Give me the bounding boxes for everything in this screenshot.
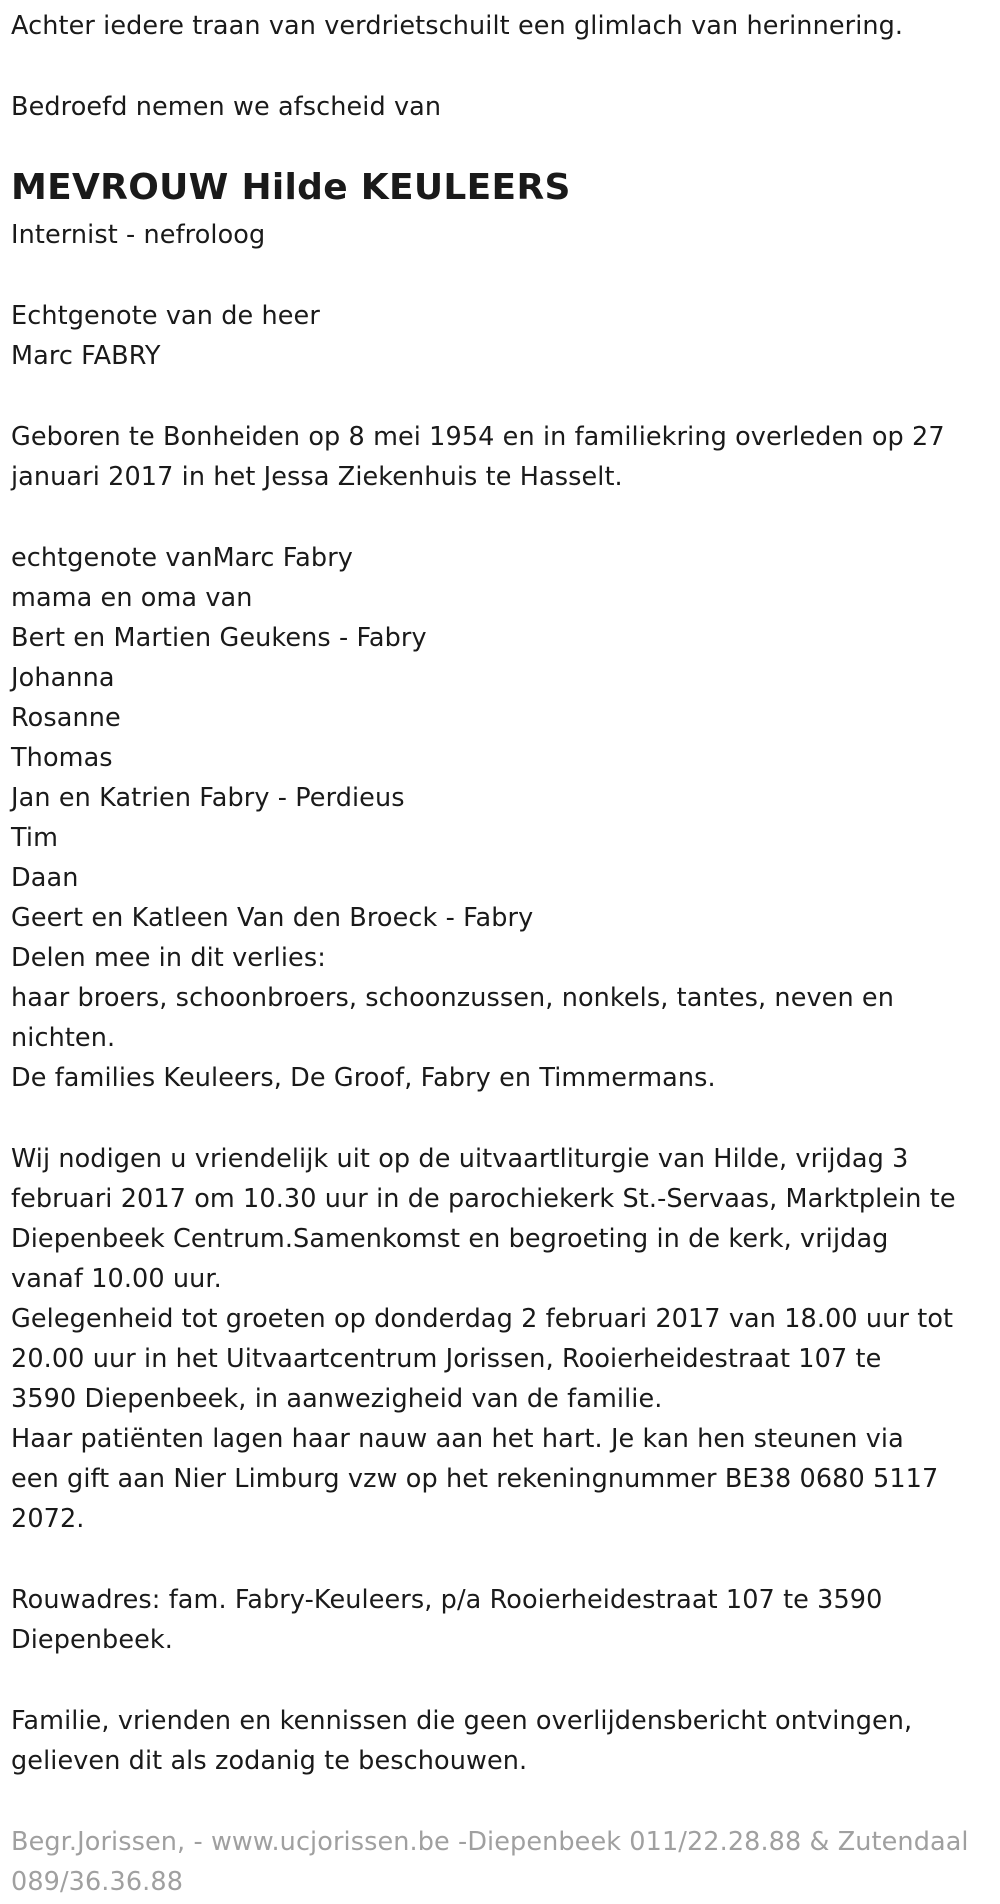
ceremony-line: februari 2017 om 10.30 uur in de parochiekerk St.-Servaas, Marktplein te — [11, 1184, 956, 1214]
ceremony-line: Gelegenheid tot groeten op donderdag 2 februari 2017 van 18.00 uur tot — [11, 1304, 954, 1334]
birth-death-line: januari 2017 in het Jessa Ziekenhuis te Hasselt. — [11, 462, 623, 492]
family-line: haar broers, schoonbroers, schoonzussen, nonkels, tantes, neven en — [11, 983, 894, 1013]
deceased-name: MEVROUW Hilde KEULEERS — [11, 167, 571, 208]
ceremony-line: 3590 Diepenbeek, in aanwezigheid van de familie. — [11, 1384, 663, 1414]
family-line: nichten. — [11, 1023, 116, 1053]
ceremony-line: 2072. — [11, 1504, 85, 1534]
family-line: Thomas — [11, 743, 113, 773]
ceremony-line: vanaf 10.00 uur. — [11, 1264, 222, 1294]
funeral-home-footer: 089/36.36.88 — [11, 1867, 184, 1897]
family-line: Bert en Martien Geukens - Fabry — [11, 623, 427, 653]
family-line: Rosanne — [11, 703, 121, 733]
family-line: De families Keuleers, De Groof, Fabry en Timmermans. — [11, 1063, 716, 1093]
mourning-address-line: Diepenbeek. — [11, 1625, 173, 1655]
ceremony-line: een gift aan Nier Limburg vzw op het rekeningnummer BE38 0680 5117 — [11, 1464, 939, 1494]
intro-text: Bedroefd nemen we afscheid van — [11, 92, 442, 122]
closing-line: Familie, vrienden en kennissen die geen overlijdensbericht ontvingen, — [11, 1706, 913, 1736]
family-line: Delen mee in dit verlies: — [11, 943, 326, 973]
ceremony-line: Haar patiënten lagen haar nauw aan het hart. Je kan hen steunen via — [11, 1424, 904, 1454]
funeral-home-footer: Begr.Jorissen, - www.ucjorissen.be -Diepenbeek 011/22.28.88 & Zutendaal — [11, 1827, 969, 1857]
ceremony-line: Wij nodigen u vriendelijk uit op de uitvaartliturgie van Hilde, vrijdag 3 — [11, 1144, 909, 1174]
family-line: mama en oma van — [11, 583, 253, 613]
mourning-address-line: Rouwadres: fam. Fabry-Keuleers, p/a Rooierheidestraat 107 te 3590 — [11, 1585, 883, 1615]
profession: Internist - nefroloog — [11, 220, 266, 250]
ceremony-line: Diepenbeek Centrum.Samenkomst en begroeting in de kerk, vrijdag — [11, 1224, 889, 1254]
spouse-label: Echtgenote van de heer — [11, 301, 320, 331]
motto: Achter iedere traan van verdrietschuilt een glimlach van herinnering. — [11, 11, 904, 41]
family-line: Johanna — [11, 663, 115, 693]
family-line: Jan en Katrien Fabry - Perdieus — [11, 783, 405, 813]
closing-line: gelieven dit als zodanig te beschouwen. — [11, 1746, 528, 1776]
family-line: Tim — [11, 823, 59, 853]
spouse-name: Marc FABRY — [11, 341, 161, 371]
birth-death-line: Geboren te Bonheiden op 8 mei 1954 en in familiekring overleden op 27 — [11, 422, 945, 452]
family-line: Geert en Katleen Van den Broeck - Fabry — [11, 903, 534, 933]
family-line: Daan — [11, 863, 79, 893]
ceremony-line: 20.00 uur in het Uitvaartcentrum Jorissen, Rooierheidestraat 107 te — [11, 1344, 882, 1374]
family-line: echtgenote vanMarc Fabry — [11, 543, 353, 573]
